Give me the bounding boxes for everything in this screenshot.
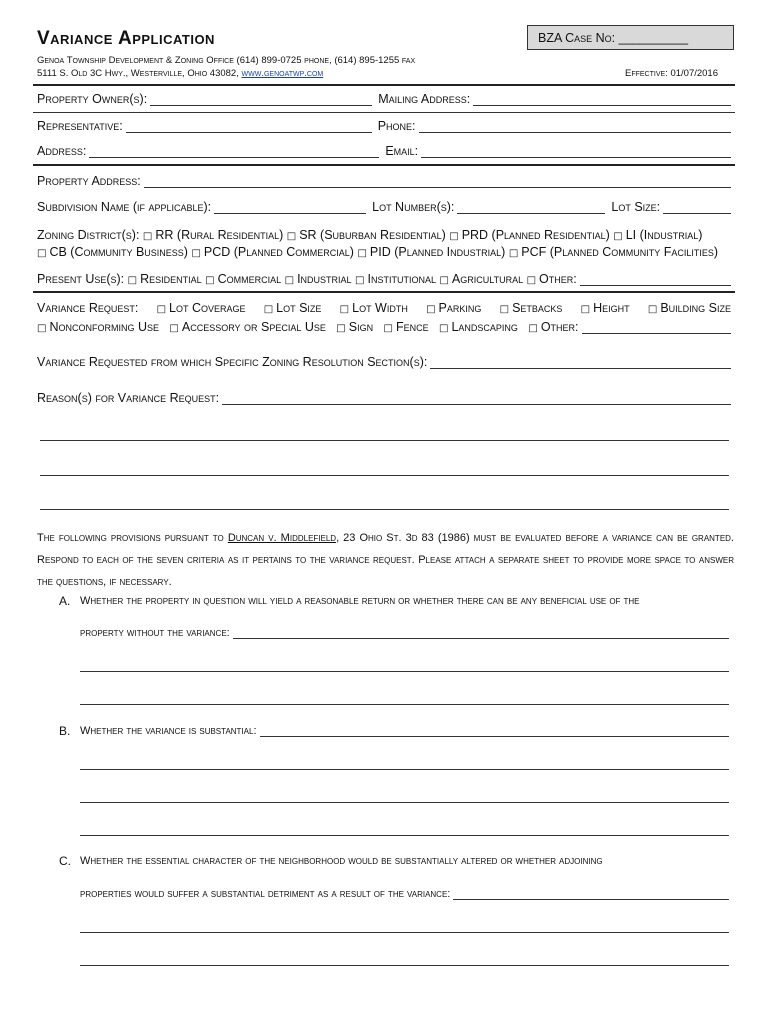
use-agricultural: Agricultural bbox=[451, 272, 524, 286]
checkbox-other-variance[interactable]: □ bbox=[528, 323, 538, 334]
page-title: Variance Application bbox=[37, 28, 215, 49]
present-use-label: Present Use(s): bbox=[37, 272, 125, 286]
question-b-line-2[interactable] bbox=[80, 769, 729, 770]
variance-accessory-special-use: Accessory or Special Use bbox=[181, 320, 326, 334]
use-residential: Residential bbox=[140, 272, 202, 286]
variance-request-label: Variance Request: bbox=[37, 301, 139, 315]
reasons-line-3[interactable] bbox=[40, 475, 729, 476]
bza-case-box[interactable]: BZA Case No: __________ bbox=[527, 25, 734, 50]
question-c-letter: C. bbox=[59, 854, 71, 868]
variance-lot-coverage: Lot Coverage bbox=[169, 301, 246, 315]
variance-parking: Parking bbox=[438, 301, 482, 315]
lot-size-label: Lot Size: bbox=[611, 200, 661, 214]
zoning-option-pid: PID (Planned Industrial) bbox=[369, 245, 506, 259]
variance-line-1 bbox=[37, 301, 731, 315]
zoning-option-prd: PRD (Planned Residential) bbox=[461, 228, 610, 242]
address-label: Address: bbox=[37, 144, 87, 158]
variance-line-2 bbox=[37, 320, 731, 334]
zoning-option-sr: SR (Suburban Residential) bbox=[299, 228, 446, 242]
contact-divider bbox=[33, 164, 735, 166]
checkbox-sign[interactable]: □ bbox=[336, 323, 346, 334]
zoning-option-pcf: PCF (Planned Community Facilities) bbox=[521, 245, 719, 259]
variance-height: Height bbox=[593, 301, 630, 315]
checkbox-institutional[interactable]: □ bbox=[355, 275, 365, 286]
question-b-line-4[interactable] bbox=[80, 835, 729, 836]
reasons-field[interactable] bbox=[222, 392, 731, 405]
question-b-line-3[interactable] bbox=[80, 802, 729, 803]
office-line: Genoa Township Development & Zoning Office (614) 899-0725 phone, (614) 895-1255 fax bbox=[37, 55, 416, 66]
variance-sign: Sign bbox=[348, 320, 374, 334]
owner-divider bbox=[33, 112, 735, 113]
question-a-line-3[interactable] bbox=[80, 704, 729, 705]
section-field[interactable] bbox=[430, 356, 731, 369]
variance-fence: Fence bbox=[395, 320, 429, 334]
email-label: Email: bbox=[385, 144, 419, 158]
checkbox-li[interactable]: □ bbox=[613, 231, 623, 242]
use-industrial: Industrial bbox=[297, 272, 352, 286]
checkbox-agricultural[interactable]: □ bbox=[439, 275, 449, 286]
provisions-paragraph bbox=[37, 527, 734, 593]
subdivision-label: Subdivision Name (if applicable): bbox=[37, 200, 212, 214]
checkbox-rr[interactable]: □ bbox=[142, 231, 153, 242]
lot-number-label: Lot Number(s): bbox=[372, 200, 455, 214]
question-c-text-2: properties would suffer a substantial detriment as a result of the variance: bbox=[80, 888, 451, 900]
checkbox-other-use[interactable]: □ bbox=[526, 275, 537, 286]
variance-landscaping: Landscaping bbox=[451, 320, 518, 334]
other-use-field[interactable] bbox=[580, 273, 731, 286]
variance-lot-size: Lot Size bbox=[276, 301, 322, 315]
checkbox-residential[interactable]: □ bbox=[127, 275, 138, 286]
checkbox-pid[interactable]: □ bbox=[357, 248, 367, 259]
checkbox-landscaping[interactable]: □ bbox=[439, 323, 449, 334]
header-divider bbox=[33, 84, 735, 86]
reasons-label: Reason(s) for Variance Request: bbox=[37, 391, 220, 405]
question-b-letter: B. bbox=[59, 724, 71, 738]
question-a-text: Whether the property in question will yield a reasonable return or whether there can be any beneficial use of the bbox=[80, 595, 640, 607]
present-use-row bbox=[37, 272, 731, 286]
phone-label: Phone: bbox=[377, 119, 416, 133]
checkbox-height[interactable]: □ bbox=[580, 304, 591, 315]
email-field[interactable] bbox=[421, 145, 731, 158]
representative-label: Representative: bbox=[37, 119, 123, 133]
zoning-option-li: LI (Industrial) bbox=[625, 228, 703, 242]
effective-date: Effective: 01/07/2016 bbox=[625, 68, 718, 79]
checkbox-industrial[interactable]: □ bbox=[284, 275, 295, 286]
property-owners-field[interactable] bbox=[150, 93, 372, 106]
question-b-row bbox=[80, 724, 729, 737]
phone-field[interactable] bbox=[419, 120, 731, 133]
property-address-field[interactable] bbox=[144, 175, 731, 188]
checkbox-pcf[interactable]: □ bbox=[508, 248, 519, 259]
zoning-label: Zoning District(s): bbox=[37, 228, 140, 242]
zoning-line-1 bbox=[37, 228, 702, 242]
use-divider bbox=[33, 291, 735, 293]
case-citation: Duncan v. Middlefield bbox=[227, 532, 337, 544]
use-institutional: Institutional bbox=[367, 272, 436, 286]
subdivision-row bbox=[37, 200, 731, 214]
zoning-option-rr: RR (Rural Residential) bbox=[155, 228, 284, 242]
zoning-option-cb: CB (Community Business) bbox=[49, 245, 188, 259]
checkbox-commercial[interactable]: □ bbox=[205, 275, 215, 286]
address-field[interactable] bbox=[89, 145, 379, 158]
question-b-field[interactable] bbox=[260, 724, 729, 737]
variance-setbacks: Setbacks bbox=[512, 301, 563, 315]
question-a-text-2: property without the variance: bbox=[80, 627, 230, 639]
owner-row bbox=[37, 92, 731, 106]
checkbox-lot-width[interactable]: □ bbox=[339, 304, 350, 315]
website-link[interactable]: www.genoatwp.com bbox=[241, 68, 324, 79]
question-a-letter: A. bbox=[59, 594, 71, 608]
address-text: 5111 S. Old 3C Hwy., Westerville, Ohio 43082, bbox=[37, 68, 242, 79]
representative-row bbox=[37, 119, 731, 133]
checkbox-lot-coverage[interactable]: □ bbox=[156, 304, 167, 315]
variance-nonconforming-use: Nonconforming Use bbox=[49, 320, 159, 334]
mailing-address-field[interactable] bbox=[473, 93, 731, 106]
question-c-line-3[interactable] bbox=[80, 965, 729, 966]
checkbox-sr[interactable]: □ bbox=[286, 231, 297, 242]
reasons-row bbox=[37, 391, 731, 405]
mailing-address-label: Mailing Address: bbox=[378, 92, 471, 106]
checkbox-building-size[interactable]: □ bbox=[647, 304, 658, 315]
question-b-text: Whether the variance is substantial: bbox=[80, 725, 257, 737]
variance-other: Other: bbox=[540, 320, 579, 334]
provisions-intro: The following provisions pursuant to bbox=[37, 532, 228, 544]
question-a-field[interactable] bbox=[233, 626, 729, 639]
checkbox-pcd[interactable]: □ bbox=[191, 248, 201, 259]
lot-number-field[interactable] bbox=[457, 201, 605, 214]
subdivision-field[interactable] bbox=[214, 201, 366, 214]
other-variance-field[interactable] bbox=[582, 321, 731, 334]
question-c-row-2 bbox=[80, 887, 729, 900]
checkbox-fence[interactable]: □ bbox=[383, 323, 393, 334]
question-c-field[interactable] bbox=[453, 887, 729, 900]
use-other: Other: bbox=[539, 272, 577, 286]
question-a-row-2 bbox=[80, 626, 729, 639]
question-a-line-2[interactable] bbox=[80, 671, 729, 672]
property-address-label: Property Address: bbox=[37, 174, 141, 188]
property-owners-label: Property Owner(s): bbox=[37, 92, 148, 106]
zoning-line-2 bbox=[37, 245, 718, 259]
section-row bbox=[37, 355, 731, 369]
question-c-text: Whether the essential character of the neighborhood would be substantially altered or whether adjoining bbox=[80, 855, 603, 867]
reasons-line-4[interactable] bbox=[40, 509, 729, 510]
checkbox-setbacks[interactable]: □ bbox=[499, 304, 510, 315]
lot-size-field[interactable] bbox=[663, 201, 731, 214]
address-row bbox=[37, 144, 731, 158]
reasons-line-2[interactable] bbox=[40, 440, 729, 441]
property-address-row bbox=[37, 174, 731, 188]
variance-lot-width: Lot Width bbox=[352, 301, 408, 315]
section-label: Variance Requested from which Specific Zoning Resolution Section(s): bbox=[37, 355, 428, 369]
address-line bbox=[37, 68, 323, 79]
representative-field[interactable] bbox=[126, 120, 372, 133]
checkbox-lot-size[interactable]: □ bbox=[263, 304, 274, 315]
variance-building-size: Building Size bbox=[660, 301, 731, 315]
provisions-text: , 23 Ohio St. 3d 83 (1986) must be evaluated before a variance can be granted. Respond to each of the seven criteria as it pertains to the variance request. Please attach a separate sheet to provide more space to answer the questions, if necessary. bbox=[37, 532, 734, 588]
use-commercial: Commercial bbox=[217, 272, 282, 286]
checkbox-cb[interactable]: □ bbox=[37, 248, 47, 259]
checkbox-prd[interactable]: □ bbox=[449, 231, 459, 242]
zoning-option-pcd: PCD (Planned Commercial) bbox=[203, 245, 354, 259]
checkbox-accessory-special-use[interactable]: □ bbox=[169, 323, 179, 334]
checkbox-parking[interactable]: □ bbox=[426, 304, 436, 315]
checkbox-nonconforming-use[interactable]: □ bbox=[37, 323, 47, 334]
question-c-line-2[interactable] bbox=[80, 932, 729, 933]
